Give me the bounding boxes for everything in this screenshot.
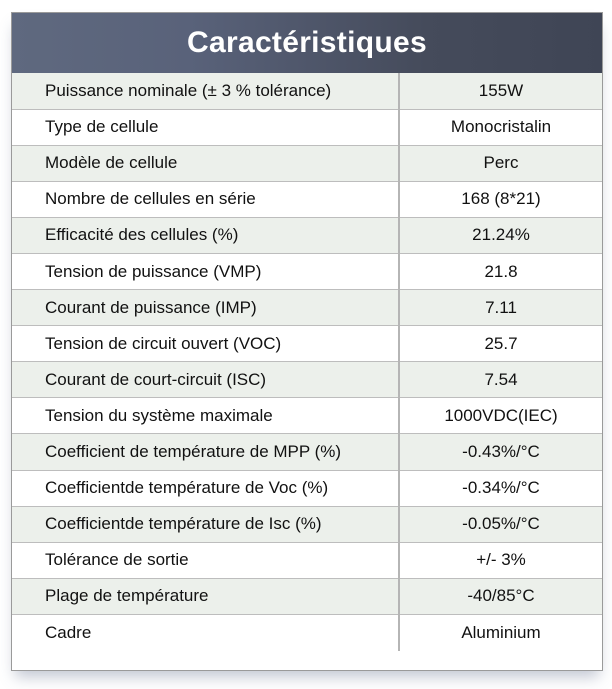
table-row [12,542,602,578]
spec-value: +/- 3% [399,542,602,578]
spec-label: Efficacité des cellules (%) [12,217,399,253]
spec-label: Tension de circuit ouvert (VOC) [12,326,399,362]
spec-label: Coefficient de température de MPP (%) [12,434,399,470]
spec-value: 1000VDC(IEC) [399,398,602,434]
table-row [12,253,602,289]
table-row [12,290,602,326]
specifications-table [12,73,602,651]
title-bar [12,13,602,73]
spec-value: 7.54 [399,362,602,398]
spec-label: Coefficientde température de Isc (%) [12,506,399,542]
spec-label: Tension de puissance (VMP) [12,253,399,289]
spec-label: Plage de température [12,578,399,614]
spec-label: Courant de court-circuit (ISC) [12,362,399,398]
spec-label: Tolérance de sortie [12,542,399,578]
table-row [12,578,602,614]
spec-value: 7.11 [399,290,602,326]
spec-value: -0.43%/°C [399,434,602,470]
table-row [12,181,602,217]
spec-value: -0.34%/°C [399,470,602,506]
spec-label: Cadre [12,614,399,650]
spec-label: Courant de puissance (IMP) [12,290,399,326]
spec-value: Monocristalin [399,109,602,145]
table-row [12,434,602,470]
specifications-card [11,12,603,671]
table-row [12,73,602,109]
page-title: Caractéristiques [187,26,427,59]
table-row [12,614,602,650]
table-row [12,470,602,506]
table-row [12,145,602,181]
spec-value: 21.24% [399,217,602,253]
spec-label: Tension du système maximale [12,398,399,434]
spec-value: 21.8 [399,253,602,289]
spec-value: 25.7 [399,326,602,362]
spec-value: Perc [399,145,602,181]
spec-label: Type de cellule [12,109,399,145]
table-row [12,506,602,542]
table-row [12,362,602,398]
spec-label: Modèle de cellule [12,145,399,181]
spec-label: Nombre de cellules en série [12,181,399,217]
table-row [12,109,602,145]
spec-value: Aluminium [399,614,602,650]
spec-label: Puissance nominale (± 3 % tolérance) [12,73,399,109]
spec-value: 155W [399,73,602,109]
table-row [12,217,602,253]
spec-value: 168 (8*21) [399,181,602,217]
spec-label: Coefficientde température de Voc (%) [12,470,399,506]
spec-value: -40/85°C [399,578,602,614]
table-row [12,398,602,434]
table-row [12,326,602,362]
spec-value: -0.05%/°C [399,506,602,542]
